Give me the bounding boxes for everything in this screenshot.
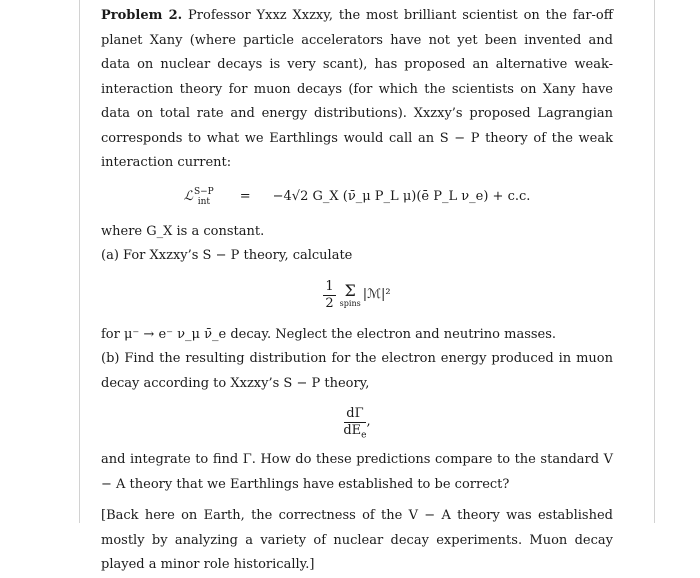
lagrangian-rhs: −4√2 G_X (ν̄_μ P_L μ)(ē P_L ν_e) + c.c.	[272, 189, 531, 205]
part-a-after: for μ⁻ → e⁻ ν_μ ν̄_e decay. Neglect the electron and neutrino masses.	[101, 326, 557, 342]
lagrangian-sup: S−P	[193, 186, 214, 197]
intro-paragraph	[101, 4, 613, 176]
part-b-after: and integrate to find Γ. How do these predictions compare to the standard V − A theory that we Earthlings have established to be correct?	[101, 452, 613, 492]
half-fraction: $\frac{1}{2}$	[325, 279, 334, 311]
left-margin-line	[79, 0, 80, 523]
spin-sum: Σ spins	[339, 281, 361, 308]
derivative-fraction: $\frac{d\Gamma}{dE_e}$	[343, 405, 367, 441]
sum-limit: spins	[339, 299, 361, 308]
spacer	[101, 497, 613, 504]
lagrangian-relation: =	[239, 189, 251, 205]
part-b-intro: (b) Find the resulting distribution for the electron energy produced in muon decay according to Xxzxy’s S − P theory,	[101, 351, 613, 391]
energy-distribution-equation	[101, 396, 613, 448]
problem-heading: Problem 2.	[101, 8, 183, 23]
lagrangian-equation	[101, 176, 613, 220]
where-line: where G_X is a constant.	[101, 223, 265, 239]
derivative-trail: ,	[366, 413, 371, 429]
matrix-element-squared: |ℳ|²	[362, 287, 391, 303]
lagrangian-lhs: ℒ S−P int	[183, 186, 214, 207]
intro-text: Professor Yxxz Xxzxy, the most brilliant scientist on the far-off planet Xany (where particle accelerators have not yet been invented and data on nuclear decays is very scant), has proposed an alternative weak-interaction theory for muon decays (for which the scientists on Xany have data on total rate and energy distributions). Xxzxy’s proposed Lagrangian corresponds to what we Earthlings would call an S − P theory of the weak interaction current:	[101, 8, 613, 170]
part-a-intro: (a) For Xxzxy’s S − P theory, calculate	[101, 248, 353, 263]
spin-sum-equation	[101, 269, 613, 323]
problem-text	[101, 4, 613, 578]
historical-note: [Back here on Earth, the correctness of the V − A theory was established mostly by analyzing a variety of nuclear decay experiments. Muon decay played a minor role historically.]	[101, 508, 613, 572]
lagrangian-sub: int	[197, 196, 210, 207]
right-margin-line	[654, 0, 655, 523]
